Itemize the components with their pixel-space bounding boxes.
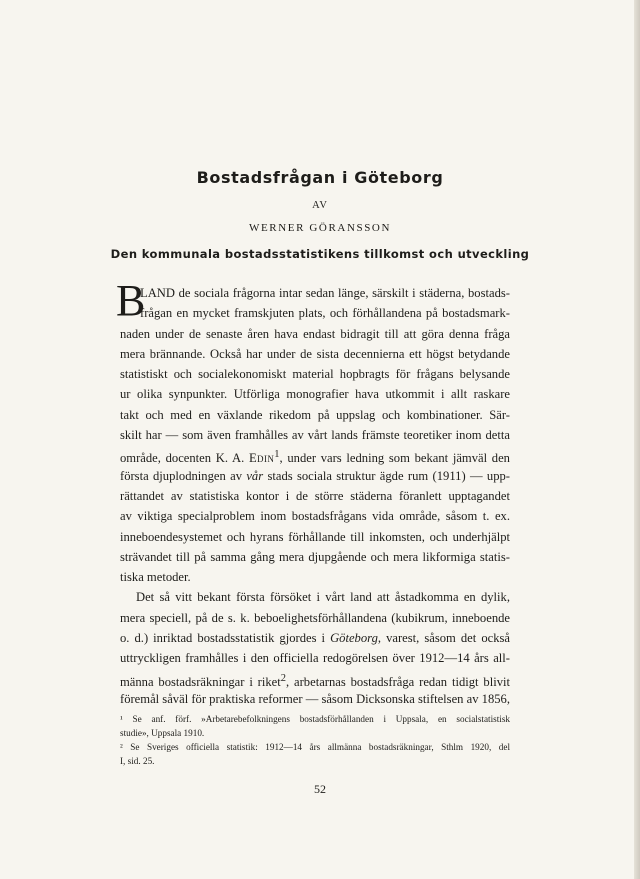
text-line: frågan en mycket framskjuten plats, och förhållandena på bostadsmark- [140,306,510,321]
footnote-2-line: I, sid. 25. [120,756,155,766]
article-title: Bostadsfrågan i Göteborg [196,168,444,187]
text-line: föremål såväl för praktiska reformer — såsom Dicksonska stiftelsen av 1856, [120,691,510,706]
italic-word: Göteborg [330,631,378,646]
text-segment: o. d.) inriktad bostadsstatistik gjordes i [120,631,331,646]
author-reference: Edin [248,451,275,466]
text-line: skilt har — som även framhålles av vårt lands främste teoretiker inom detta [120,428,510,443]
text-segment: , varest, såsom det också [377,631,510,646]
byline-av: AV [312,200,328,211]
text-segment: första djuplodningen av [120,468,247,483]
text-line: rättandet av statistiska kontor i de större städerna föranlett upptagandet [120,488,510,503]
text-line: uttryckligen framhålles i den officiella redogörelsen över 1912—14 års all- [120,651,510,666]
text-line: strävandet till på samma gång mera djupgående och mera likformiga statis- [120,549,510,564]
text-segment: männa bostadsräkningar i riket [120,674,281,689]
text-segment: , under vars ledning som bekant jämväl den [279,451,510,466]
author-name: WERNER GÖRANSSON [248,222,392,234]
text-line: LAND de sociala frågorna intar sedan länge, särskilt i städerna, bostads- [140,286,510,300]
footnote-1-line: ¹ Se anf. förf. »Arbetarebefolkningens bostadsförhållanden i Uppsala, en socialstatistisk [120,714,510,724]
drop-cap: B [116,276,146,325]
footnote-marker-2: 2 [280,672,287,684]
text-line [120,669,510,689]
text-line: Det så vitt bekant första försöket i vårt land att åstadkomma en dylik, [136,590,510,605]
italic-word: vår [246,468,264,483]
text-line: mera brännande. Också har under de sista decennierna ett högst betydande [120,346,510,361]
text-line [120,628,510,648]
text-line [120,466,510,486]
text-line: inneboendesystemet och hyrans förhållande till inkomsten, och underhjälpt [120,529,510,544]
text-line: mera speciell, på de s. k. beboelighetsförhållandena (kubikrum, inneboende [120,610,510,625]
text-segment: , arbetarnas bostadsfråga redan tidigt blivit [286,674,510,689]
text-line: takt och med en växlande rikedom på uppslag och kombinationer. Sär- [120,407,510,422]
text-line [120,445,510,465]
text-line: naden under de senaste åren hava endast bidragit till att göra denna fråga [120,326,510,341]
footnotes [120,712,510,768]
text-segment: stads sociala struktur ägde rum (1911) — upp- [263,468,510,483]
text-line: av viktiga specialproblem inom bostadsfrågans vida område, såsom t. ex. [120,509,510,524]
footnote-1-line: studie», Uppsala 1910. [120,728,205,738]
page-edge [634,0,640,879]
article-subtitle: Den kommunala bostadsstatistikens tillkomst och utveckling [110,247,530,261]
text-line: statistiskt och socialekonomiskt material hopbragts för frågans belysande [120,367,510,382]
text-segment: område, docenten K. A. [120,451,249,466]
body-text [116,276,510,709]
text-line: ur olika synpunkter. Utförliga monografier hava utkommit i allt raskare [120,387,510,402]
text-line: tiska metoder. [120,570,191,585]
footnote-marker-1: 1 [274,449,280,461]
page-number: 52 [314,782,326,796]
footnote-2-line: ² Se Sveriges officiella statistik: 1912—14 års allmänna bostadsräkningar, Sthlm 1920, del [120,742,510,752]
